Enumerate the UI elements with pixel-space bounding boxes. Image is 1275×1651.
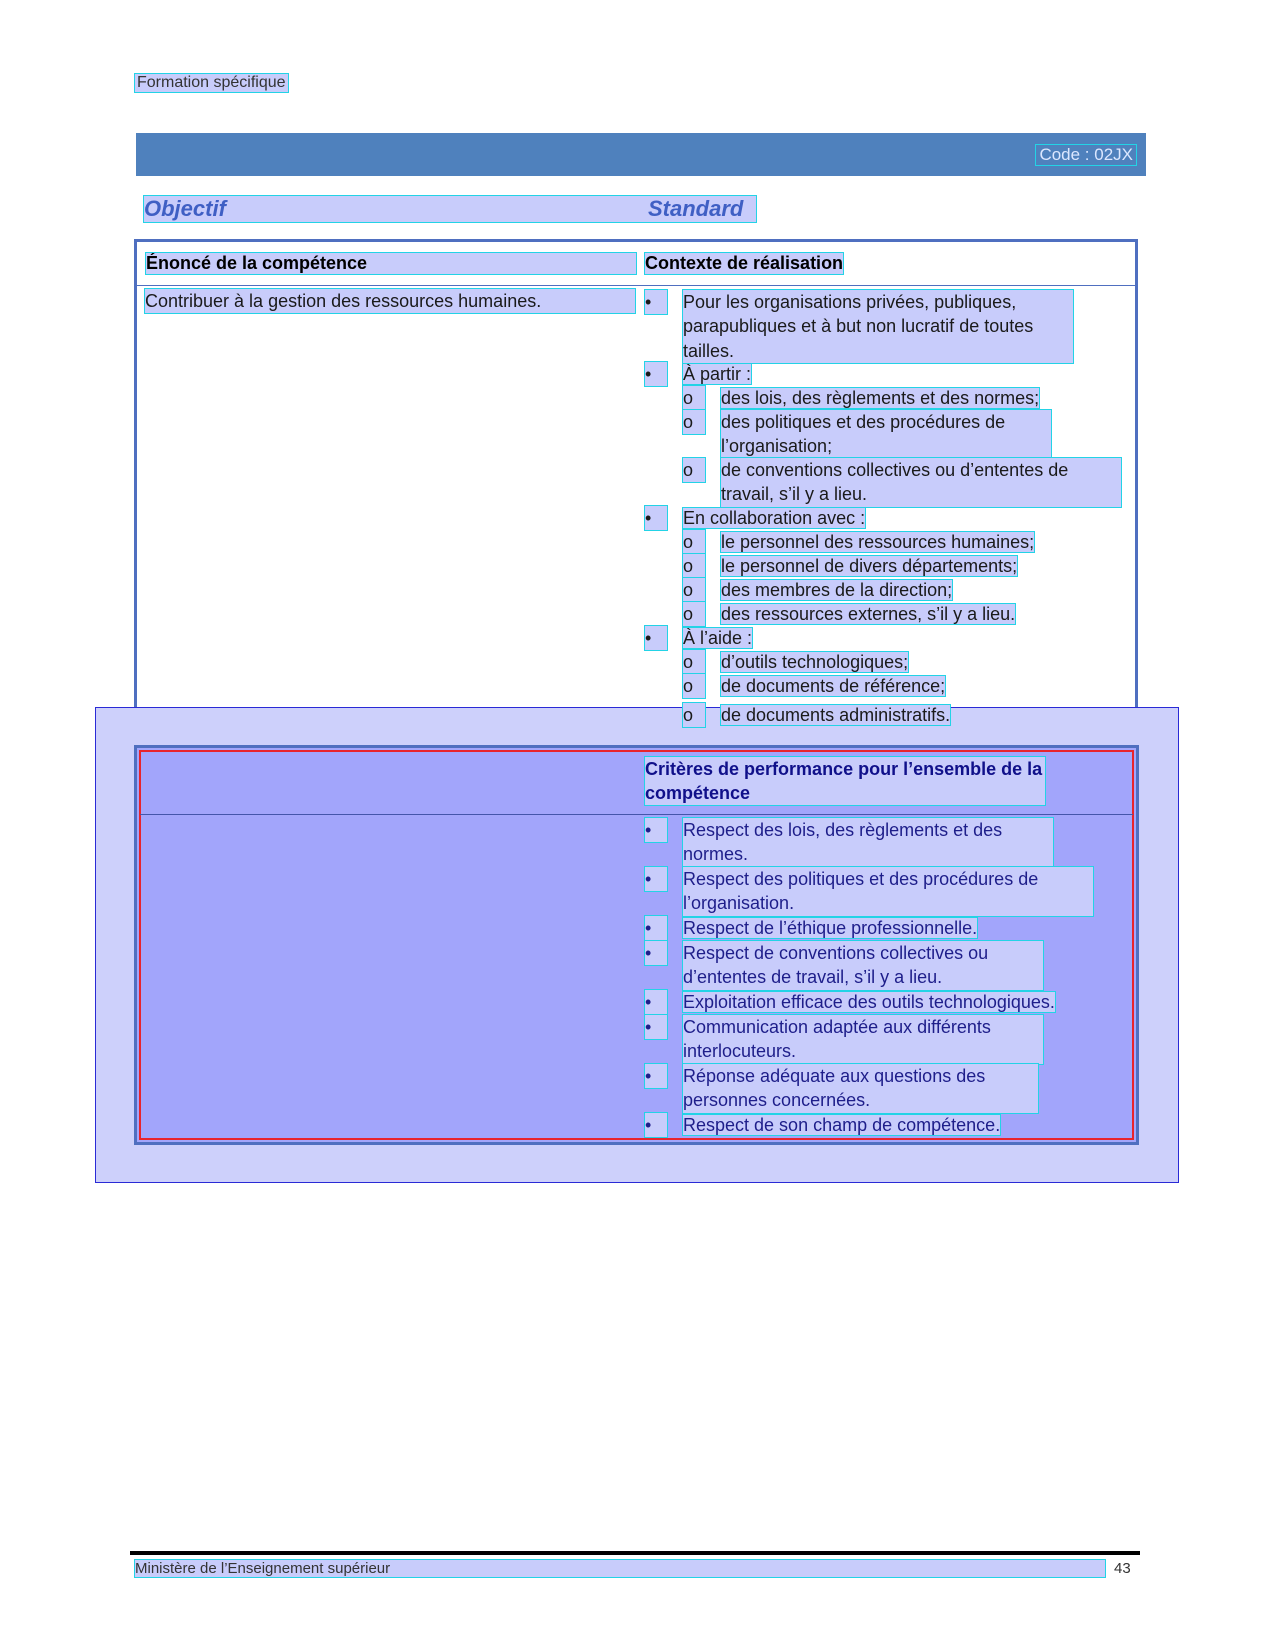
sub-bullet: o [683,703,705,727]
bullet: • [645,867,667,891]
footer-ministry: Ministère de l’Enseignement supérieur [135,1560,1105,1577]
sub-item: des membres de la direction; [721,580,953,600]
sub-bullet: o [683,410,705,434]
bullet: • [645,990,667,1014]
standard-heading: Standard [648,196,744,221]
list-item [645,941,1115,990]
criteria-item: Communication adaptée aux différents interlocuteurs. [683,1015,1043,1064]
sub-item: des politiques et des procédures de l’organisation; [721,410,1051,459]
sub-bullet: o [683,386,705,410]
list-item [645,626,1120,650]
list-item [645,703,1120,727]
context-last-item [645,703,1120,727]
sub-item: de documents administratifs. [721,705,951,725]
list-item [645,1113,1115,1138]
list-item [645,554,1120,578]
list-item [645,818,1115,867]
page-number: 43 [1114,1560,1131,1577]
sub-bullet: o [683,554,705,578]
sub-bullet: o [683,650,705,674]
list-item [645,916,1115,941]
sub-item: de documents de référence; [721,676,946,696]
list-item [645,990,1115,1015]
objective-heading: Objectif [144,196,756,222]
list-item [645,386,1120,410]
bullet: • [645,362,667,386]
context-collab-label: En collaboration avec : [683,508,866,528]
list-item [645,674,1120,698]
competence-statement-header: Énoncé de la compétence [146,253,636,274]
bullet: • [645,1064,667,1088]
criteria-item: Respect des politiques et des procédures de l’organisation. [683,867,1093,916]
sub-item: d’outils technologiques; [721,652,909,672]
list-item [645,290,1120,362]
bullet: • [645,1113,667,1137]
context-list [645,290,1120,698]
criteria-item: Respect de l’éthique professionnelle. [683,918,978,938]
list-item [645,530,1120,554]
sub-bullet: o [683,458,705,482]
code-banner [133,133,1146,176]
bullet: • [645,506,667,530]
criteria-list [645,818,1115,1138]
context-items-tail [645,703,1120,727]
sub-item: des lois, des règlements et des normes; [721,388,1040,408]
criteria-item: Réponse adéquate aux questions des personnes concernées. [683,1064,1038,1113]
list-item [645,362,1120,386]
criteria-item: Exploitation efficace des outils technologiques. [683,992,1055,1012]
list-item [645,410,1120,458]
criteria-items [645,818,1115,1138]
bullet: • [645,1015,667,1039]
bullet: • [645,941,667,965]
footer-rule [130,1551,1140,1555]
competence-statement: Contribuer à la gestion des ressources humaines. [145,289,635,313]
criteria-header: Critères de performance pour l’ensemble de la compétence [645,757,1045,805]
sub-bullet: o [683,602,705,626]
context-intro: Pour les organisations privées, publiques, parapubliques et à but non lucratif de toutes tailles. [683,290,1073,363]
criteria-item: Respect des lois, des règlements et des normes. [683,818,1053,867]
sub-bullet: o [683,674,705,698]
running-header: Formation spécifique [137,74,286,91]
table-header-rule [137,285,1135,286]
sub-item: des ressources externes, s’il y a lieu. [721,604,1016,624]
sub-bullet: o [683,530,705,554]
criteria-item: Respect de son champ de compétence. [683,1115,1001,1135]
criteria-item: Respect de conventions collectives ou d’ententes de travail, s’il y a lieu. [683,941,1043,990]
list-item [645,650,1120,674]
context-header: Contexte de réalisation [645,253,844,273]
list-item [645,602,1120,626]
list-item [645,506,1120,530]
list-item [645,578,1120,602]
bullet: • [645,818,667,842]
context-aid-label: À l’aide : [683,628,753,648]
sub-bullet: o [683,578,705,602]
list-item [645,1064,1115,1113]
sub-item: le personnel de divers départements; [721,556,1018,576]
bullet: • [645,916,667,940]
criteria-header-rule [140,814,1133,815]
bullet: • [645,290,667,314]
list-item [645,867,1115,916]
program-code: Code : 02JX [1036,145,1136,165]
list-item [645,1015,1115,1064]
list-item [645,458,1120,506]
sub-item: de conventions collectives ou d’ententes de travail, s’il y a lieu. [721,458,1121,507]
bullet: • [645,626,667,650]
context-from-label: À partir : [683,364,752,384]
context-items [645,290,1120,698]
sub-item: le personnel des ressources humaines; [721,532,1035,552]
